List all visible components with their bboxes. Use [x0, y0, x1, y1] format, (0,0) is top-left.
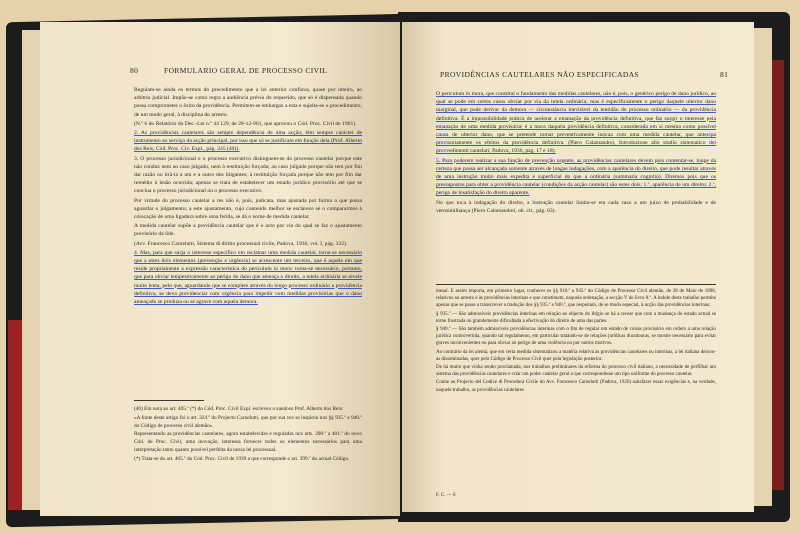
left-body-text — [134, 86, 362, 307]
left-running-head: FORMULARIO GERAL DE PROCESSO CIVIL — [164, 66, 328, 75]
right-body-text — [436, 90, 716, 216]
footnote-rule — [436, 284, 716, 285]
paragraph: Por virtude do processo cautelar a res não é, pois, judicata, mas ajustada por forma a que possa aguardar o julgamento; a este ajustamento, cujo conteúdo melhor se esclarece se o compararmos à colocação de uma ligadura sobre uma ferida, se dá o nome de medida cautelar. — [134, 197, 362, 221]
paragraph: (Avv. Francesco Carnelutti, Sistema di diritto processual civile, Padova, 1936, vol. I, pág. 332). — [134, 240, 348, 247]
right-footnotes — [436, 288, 716, 394]
paragraph-underlined: 4. Mas, para que surja o interesse específico em reclamar uma medida cautelar, torna-se necessário que a estes dois elementos (prevenção e urgência) se acrescente um terceiro, que é aquele em que reside propriamente a expressão característica do periculum in mora: torna-se necessário, portanto, que para obviar tempestivamente ao perigo do dano que ameaça o direito, a tutela ordinária se revele muito lenta, pelo que, aguardando que se complete através do longo processo ordinário a providência definitiva, se deva providenciar com urgência para impedir com medidas provisórias que o dano ameaçado se produza ou se agrave com aquela demora. — [134, 249, 362, 306]
signature-mark: F. C. — 6 — [436, 493, 456, 498]
footnote: Representando as providências cautelares, agora estabelecidas e reguladas nos arts. 398.º a 401.º do novo Cód. de Proc. Civil, uma inovação, interessa fornecer todos os elementos necessários para uma interpretação tanto quanto possível perfeita da nossa lei processual. — [134, 431, 362, 453]
paragraph-underlined: 5. Para poderem realizar a sua função de prevenção urgente, as providências cautelares devem pois contentar-se, longe da certeza que possa ser alcançada somente através de longas indagações, com a aparência do direito, que pode resultar através de uma instrução muito mais expedita e superficial do que a ordinária (summaria cognitio). Diremos pois que os pressupostos para obter a providência cautelar (condições da acção cautelar) são estes dois: 1.º, aparência de um direito; 2.º, perigo de insatisfação do direito aparente. — [436, 157, 716, 197]
paragraph: Regulam-se ainda os termos do procedimento que a lei anterior confiava, quase por inteiro, ao arbítrio judicial. Impõe-se como regra a audiência prévia do requerido, que só é dispensada quando possa comprometer o êxito da providência. Permitem-se embargos a esta e sujeita-se o procedimento, de um modo geral, à disciplina do arresto. — [134, 87, 362, 118]
paragraph: A medida cautelar supõe a providência cautelar que é o acto por via do qual se faz o ajustamento provisório da lide. — [134, 223, 362, 238]
paragraph: (N.º 6 do Relatório do Dec.-Lei n.º 44 129, de 28-12-961, que aprovou o Cód. Proc. Civil de 1961). — [134, 120, 357, 127]
footnote: (*) Trata-se do art. 405.º do Cód. Proc. Civil de 1939 a que corresponde o art. 399.º do actual Código. — [134, 455, 350, 462]
paragraph-underlined: O periculum in mora, que constitui o fundamento das medidas cautelares, não é, pois, o genérico perigo de dano jurídico, ao qual se pode em certos casos obviar por via da tutela ordinária; mas é especificamente o perigo daquele ulterior dano marginal, que pode derivar da demora — circunstância inevitável da lentidão do processo ordinário — da providência definitiva. É a impossibilidade prática de acelerar a emanação da providência definitiva, que faz surgir o interesse pela emanação de uma medida provisória; é a mora daquela providência definitiva, considerada em si mesma como possível causa de ulterior dano, que se pretende tornar preventivamente inócua com uma medida cautelar, que antecipa provisoriamente os efeitos da providência definitiva. (Piero Calamandrei, Introduzione allo studio sistematico dei provvedimenti cautelari, Padova, 1936, pág. 17 e 18). — [436, 91, 716, 155]
footnote: (40) Em nota ao art. 405.º (*) do Cód. Proc. Civil Expl. escreveu o saudoso Prof. Alberto dos Reis: — [134, 406, 344, 412]
left-footnotes — [134, 406, 362, 464]
paragraph: 3. O processo jurisdicional e o processo executivo distinguem-se do processo cautelar porque este não conduz nem ao caso julgado, nem à restituição forçada; ao caso julgado porque não tem por fim dar razão ou tirá-la a um e a outro dos litigantes; à restituição forçada porque não tem por fim dar remédio à lesão ocorrida; apenas se trata de estabelecer um estado jurídico provisório até que se conclua o processo jurisdicional ou o processo executivo. — [134, 155, 362, 195]
right-page — [402, 22, 754, 512]
footnote: § 940.º — São também admissíveis providências interinas com o fim de regular um estado de coisas provisório em ordem a uma relação jurídica controvertida, quando tal regulamento, em particular tratando-se de relações jurídicas duradouras, se mostre necessário para evitar graves inconvenientes ou para obviar ao perigo de uma violência ou por outros motivos. — [436, 327, 716, 347]
footnote: mesal. E assim importa, em primeiro lugar, conhecer os §§ 916.º a 945.º do Código de Processo Civil alemão, de 28 de Maio de 1898, relativos ao arresto e às providências interinas e que constituem, naquela ordenação, a secção V do livro 8.º. A índole deste trabalho permite apenas que se passe a transcrever a tradução dos §§ 935.º e 940.º, que respeitam, de se modo especial, à acção das providências interinas: — [436, 289, 716, 309]
footnote: § 935.º — São admissíveis providências interinas em relação ao objecto do litígio se há a recear que com a mudança do estado actual se torne frustrada ou grandemente dificultada a efectivação do direito de uma das partes. — [436, 311, 716, 324]
paragraph-underlined: 2. As providências cautelares são sempre dependência de uma acção; têm sempre carácter de instrumento ao serviço da acção principal, por isso que só se justificam em função dela (Prof. Alberto dos Reis, Cód. Proc. Civ. Expl., pág. 245 (40)). — [134, 130, 362, 153]
red-ribbon-right — [772, 60, 784, 490]
left-page-number: 80 — [130, 66, 139, 75]
footnote: De há muito que vinha sendo proclamada, nos trabalhos preliminares da reforma do processo civil italiano, a necessidade de perfilhar um sistema das providências cautelares e criar um poder cautelar geral a que correspondesse um tipo uniforme do processo cautelar. — [436, 365, 716, 378]
footnote: Ao contrário da lei alemã, que em certa medida sistematizou a matéria relativa às providências cautelares ou interinas, a lei italiana deixou-as disseminadas, quer pelo Código de Processo Civil quer pela legislação posterior. — [436, 349, 716, 362]
right-running-head: PROVIDÊNCIAS CAUTELARES NÃO ESPECIFICADAS — [440, 70, 640, 79]
right-page-number: 81 — [720, 70, 729, 79]
footnote-rule — [134, 400, 204, 401]
footnote: Coube ao Projecto del Codice di Procedura Civile do Avv. Francesco Carnelutti (Padova, 1926) satisfazer essas exigências e, na verdade, naquele trabalho, as providências cautelares — [436, 380, 716, 393]
page-edges-right — [752, 28, 772, 506]
paragraph: No que toca à indagação do direito, a instrução cautelar limita-se em cada caso a um juízo de probabilidade e de verosimilhança (Piero Calamandrei, ob. cit., pág. 63). — [436, 199, 716, 214]
left-page — [40, 22, 400, 516]
footnote: «A fonte deste artigo foi o art. 324.º do Projecto Carnelutti, que por sua vez se inspirou nos §§ 935.º e 940.º do Código de processo civil alemão». — [134, 414, 362, 429]
